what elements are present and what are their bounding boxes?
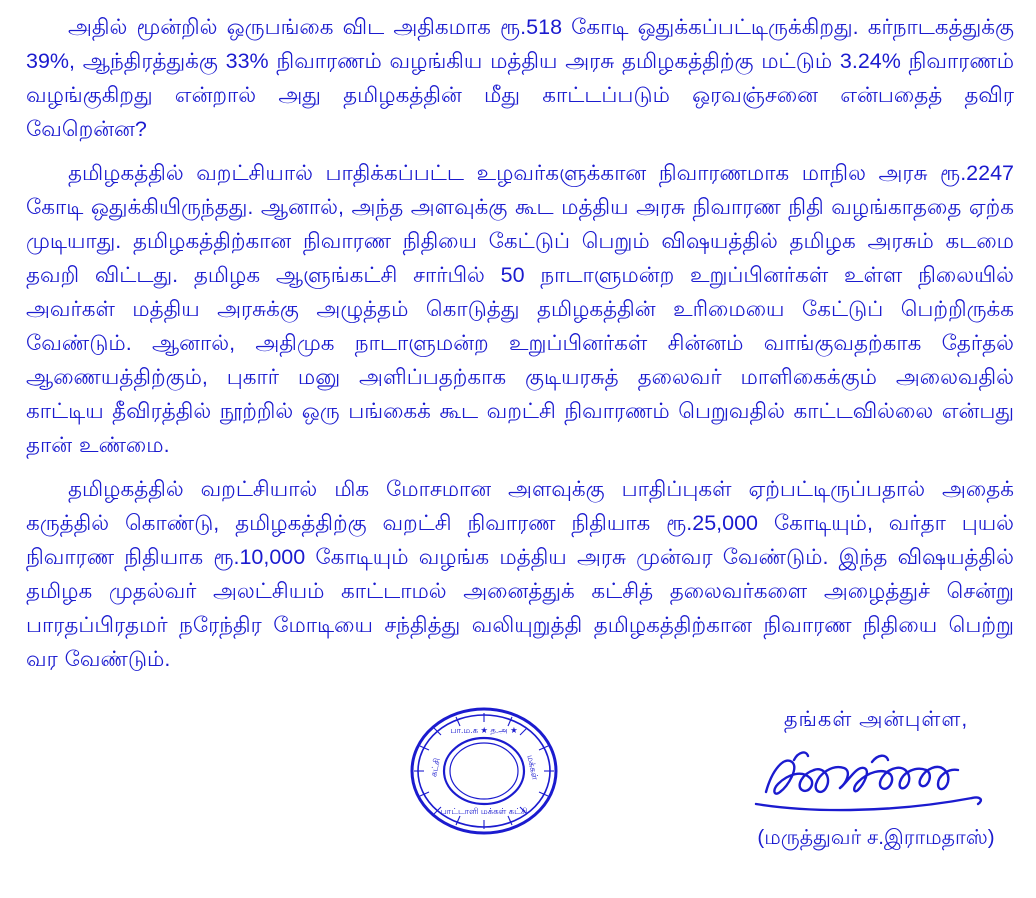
handwritten-signature-icon bbox=[726, 740, 1026, 822]
closing-salutation: தங்கள் அன்புள்ள, bbox=[783, 708, 969, 731]
paragraph-1: அதில் மூன்றில் ஒருபங்கை விட அதிகமாக ரூ.518 கோடி ஒதுக்கப்பட்டிருக்கிறது. கர்நாடகத்துக்கு 39%, ஆந்திரத்துக்கு 33% நிவாரணம் வழங்கிய மத்திய அரசு தமிழகத்திற்கு மட்டும் 3.24% நிவாரணம் வழங்குகிறது என்றால் அது தமிழகத்தின் மீது காட்டப்படும் ஒரவஞ்சனை என்பதைத் தவிர வேறென்ன? bbox=[26, 15, 1014, 141]
svg-text:கட்சி: கட்சி bbox=[428, 757, 442, 778]
svg-text:பாட்டாளி மக்கள் கட்சி: பாட்டாளி மக்கள் கட்சி bbox=[440, 806, 528, 816]
official-seal-icon bbox=[408, 706, 560, 836]
signature-block bbox=[26, 698, 1014, 898]
paragraph-3: தமிழகத்தில் வறட்சியால் மிக மோசமான அளவுக்கு பாதிப்புகள் ஏற்பட்டிருப்பதால் அதைக் கருத்தில் கொண்டு, தமிழகத்திற்கு வறட்சி நிவாரண நிதியாக ரூ.25,000 கோடியும், வர்தா புயல் நிவாரண நிதியாக ரூ.10,000 கோடியும் வழங்க மத்திய அரசு முன்வர வேண்டும். இந்த விஷயத்தில் தமிழக முதல்வர் அலட்சியம் காட்டாமல் அனைத்துக் கட்சித் தலைவர்களை அழைத்துச் சென்று பாரதப்பிரதமர் நரேந்திர மோடியை சந்தித்து வலியுறுத்தி தமிழகத்திற்கான நிவாரண நிதியை பெற்று வர வேண்டும். bbox=[26, 477, 1014, 671]
svg-text:பா.ம.க ★ த.அ ★: பா.ம.க ★ த.அ ★ bbox=[450, 725, 518, 735]
closing-signature-area bbox=[726, 708, 1026, 852]
paragraph-2: தமிழகத்தில் வறட்சியால் பாதிக்கப்பட்ட உழவர்களுக்கான நிவாரணமாக மாநில அரசு ரூ.2247 கோடி ஒதுக்கியிருந்தது. ஆனால், அந்த அளவுக்கு கூட மத்திய அரசு நிவாரண நிதி வழங்காததை ஏற்க முடியாது. தமிழகத்திற்கான நிவாரண நிதியை கேட்டுப் பெறும் விஷயத்தில் தமிழக அரசும் கடமை தவறி விட்டது. தமிழக ஆளுங்கட்சி சார்பில் 50 நாடாளுமன்ற உறுப்பினர்கள் உள்ள நிலையில் அவர்கள் மத்திய அரசுக்கு அழுத்தம் கொடுத்து தமிழகத்தின் உரிமையை கேட்டுப் பெற்றிருக்க வேண்டும். ஆனால், அதிமுக நாடாளுமன்ற உறுப்பினர்கள் சின்னம் வாங்குவதற்காக தேர்தல் ஆணையத்திற்கும், புகார் மனு அளிப்பதற்காக குடியரசுத் தலைவர் மாளிகைக்கும் அலைவதில் காட்டிய தீவிரத்தில் நூற்றில் ஒரு பங்கைக் கூட வறட்சி நிவாரணம் பெறுவதில் காட்டவில்லை என்பது தான் உண்மை. bbox=[26, 161, 1014, 457]
svg-text:மக்கள்: மக்கள் bbox=[525, 753, 541, 781]
signer-name: (மருத்துவர் ச.இராமதாஸ்) bbox=[757, 826, 995, 849]
